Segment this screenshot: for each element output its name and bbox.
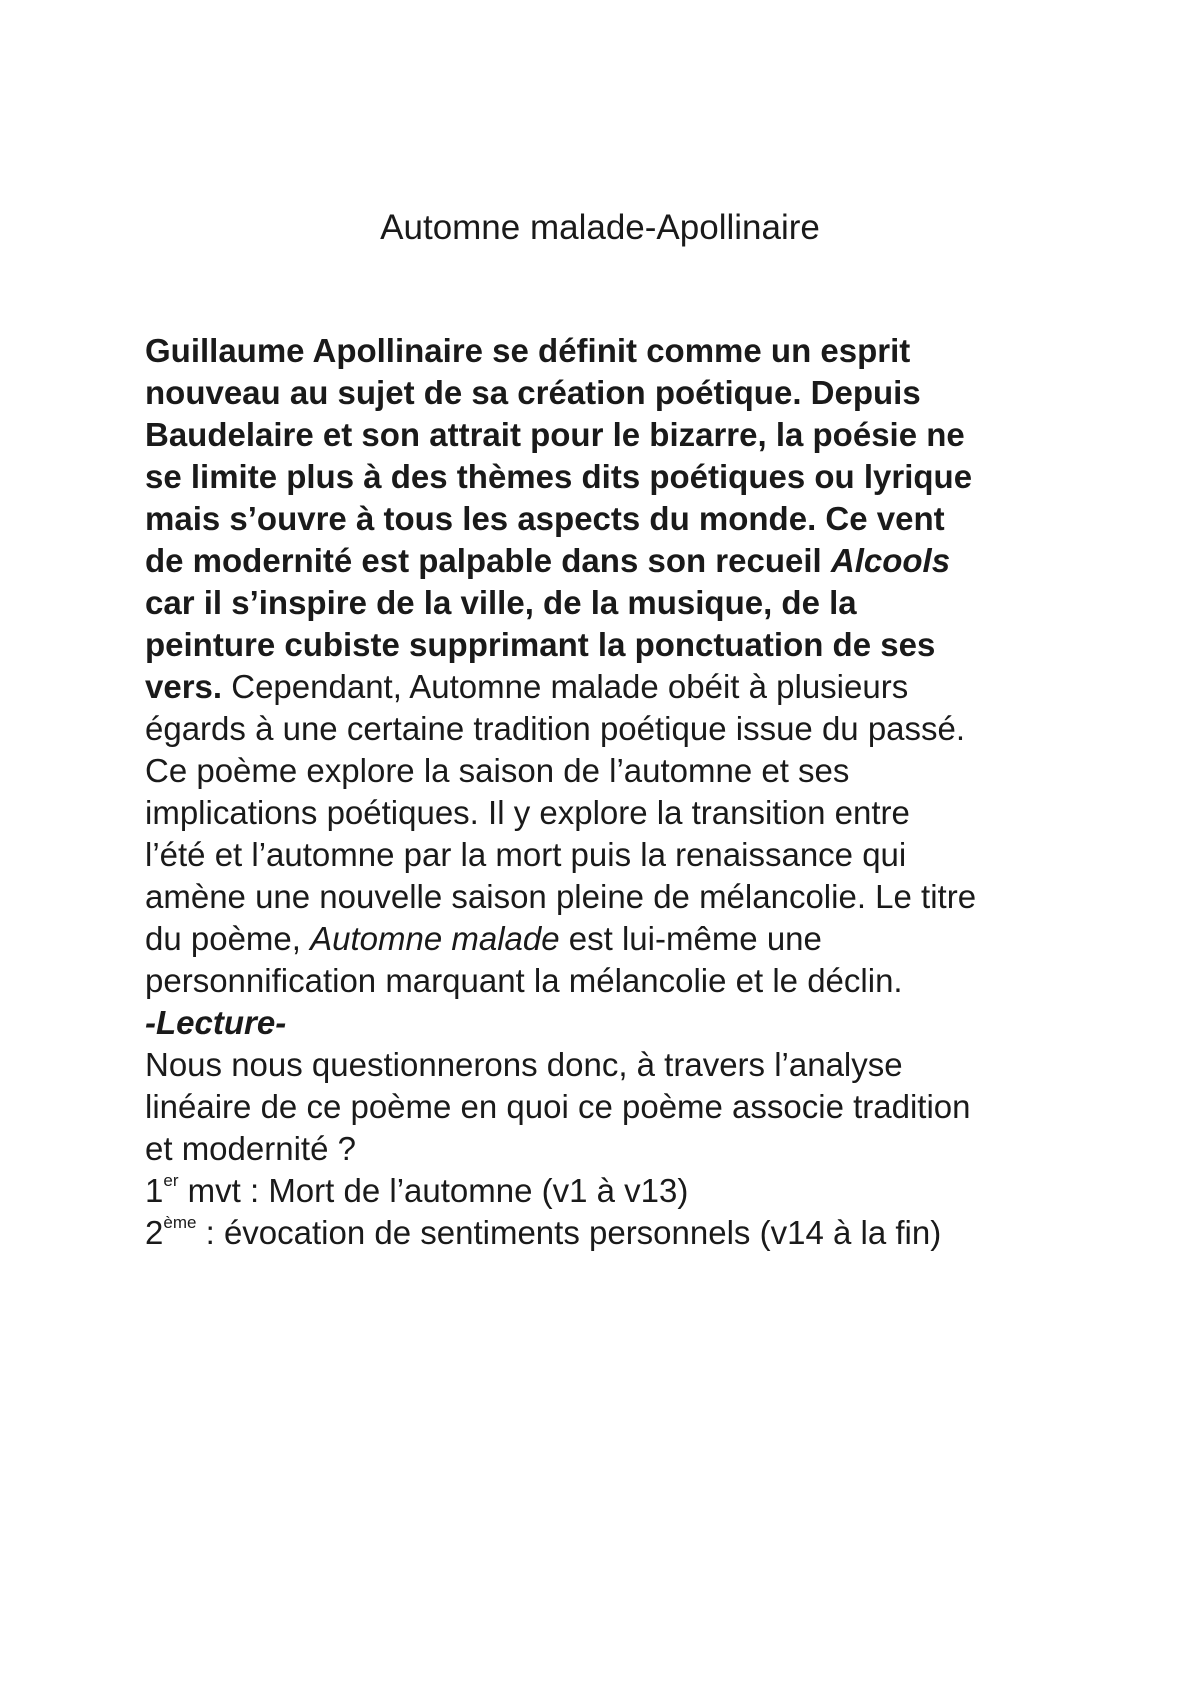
movement-ordinal: ème bbox=[163, 1213, 197, 1232]
intro-line: personnification marquant la mélancolie et le déclin. bbox=[145, 962, 903, 999]
intro-line bbox=[145, 540, 1075, 582]
movement-text: : évocation de sentiments personnels (v14 à la fin) bbox=[196, 1214, 942, 1251]
movement-number: 1 bbox=[145, 1172, 164, 1209]
intro-line: Guillaume Apollinaire se définit comme un esprit bbox=[145, 332, 911, 369]
recueil-title-alcools: Alcools bbox=[830, 542, 951, 579]
problematique-line: et modernité ? bbox=[145, 1130, 356, 1167]
document-body bbox=[145, 330, 1075, 1254]
movement-ordinal: er bbox=[163, 1171, 179, 1190]
intro-line: Baudelaire et son attrait pour le bizarre, la poésie ne bbox=[145, 416, 965, 453]
problematique-line: linéaire de ce poème en quoi ce poème associe tradition bbox=[145, 1088, 971, 1125]
intro-text-bold: vers. bbox=[145, 668, 223, 705]
intro-line: nouveau au sujet de sa création poétique. Depuis bbox=[145, 374, 921, 411]
movement-2 bbox=[145, 1212, 1075, 1254]
problematique-line: Nous nous questionnerons donc, à travers l’analyse bbox=[145, 1046, 903, 1083]
document-title: Automne malade-Apollinaire bbox=[380, 208, 820, 247]
intro-text: Cependant, Automne malade obéit à plusieurs bbox=[222, 668, 909, 705]
intro-line: car il s’inspire de la ville, de la musique, de la bbox=[145, 584, 857, 621]
intro-line bbox=[145, 666, 1075, 708]
intro-line: peinture cubiste supprimant la ponctuation de ses bbox=[145, 626, 936, 663]
intro-line: mais s’ouvre à tous les aspects du monde. Ce vent bbox=[145, 500, 945, 537]
movement-text: mvt : Mort de l’automne (v1 à v13) bbox=[178, 1172, 689, 1209]
intro-text: est lui-même une bbox=[559, 920, 822, 957]
poem-title-italic: Automne malade bbox=[310, 920, 560, 957]
intro-line: égards à une certaine tradition poétique issue du passé. bbox=[145, 710, 966, 747]
intro-line bbox=[145, 918, 1075, 960]
movement-number: 2 bbox=[145, 1214, 164, 1251]
intro-text: du poème, bbox=[145, 920, 311, 957]
intro-line: se limite plus à des thèmes dits poétiques ou lyrique bbox=[145, 458, 973, 495]
movement-1 bbox=[145, 1170, 1075, 1212]
intro-line: Ce poème explore la saison de l’automne et ses bbox=[145, 752, 850, 789]
intro-text-bold: de modernité est palpable dans son recueil bbox=[145, 542, 831, 579]
intro-line: l’été et l’automne par la mort puis la renaissance qui bbox=[145, 836, 907, 873]
lecture-label: -Lecture- bbox=[145, 1004, 287, 1041]
intro-line: implications poétiques. Il y explore la transition entre bbox=[145, 794, 910, 831]
intro-line: amène une nouvelle saison pleine de mélancolie. Le titre bbox=[145, 878, 977, 915]
